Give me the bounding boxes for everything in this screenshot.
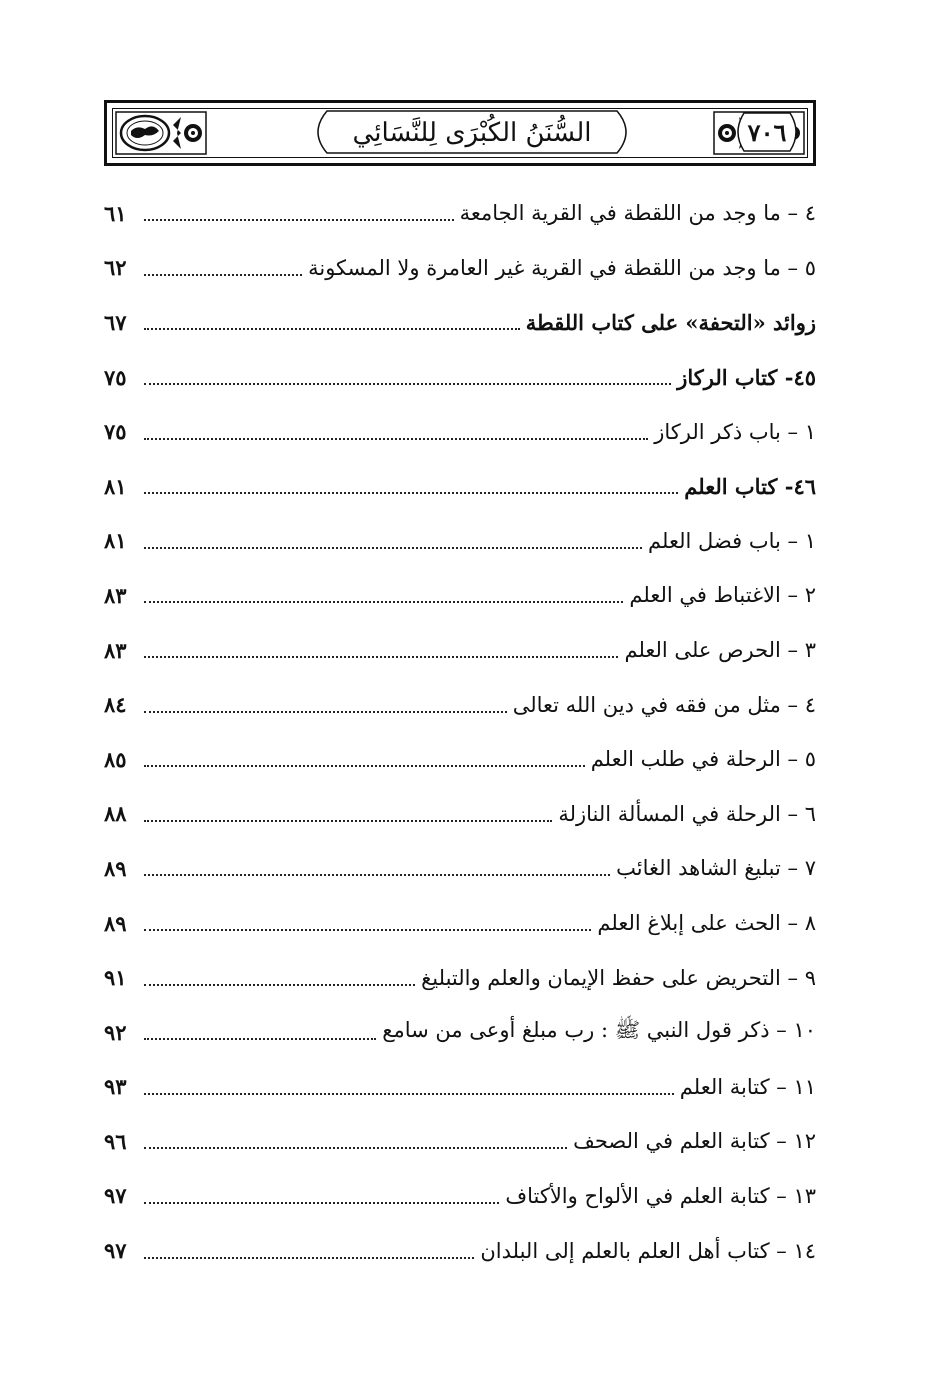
dot-leader: [144, 383, 671, 385]
toc-entry-page: ٧٥: [104, 419, 127, 445]
toc-entry-title: ٥ – ما وجد من اللقطة في القرية غير العامرة ولا المسكونة: [308, 255, 816, 280]
toc-entry-page: ٨٣: [104, 637, 127, 663]
toc-entry: [104, 295, 816, 350]
toc-entry: [104, 896, 816, 951]
toc-entry: [104, 404, 816, 459]
toc-entry-title: ٨ – الحث على إبلاغ العلم: [597, 911, 816, 936]
toc-entry-page: ٩٣: [104, 1074, 127, 1100]
toc-entry-title: ١١ – كتابة العلم: [679, 1074, 816, 1099]
toc-entry-page: ٩٢: [104, 1019, 127, 1045]
dot-leader: [144, 328, 520, 330]
toc-entry: [104, 677, 816, 732]
toc-entry: [104, 514, 816, 569]
toc-entry-page: ٧٥: [104, 364, 127, 390]
toc-entry-title: ٣ – الحرص على العلم: [624, 638, 816, 663]
toc-entry: [104, 787, 816, 842]
toc-entry-title: ٤٥- كتاب الركاز: [677, 364, 816, 390]
toc-entry: [104, 623, 816, 678]
toc-entry-title: ١ – باب فضل العلم: [648, 528, 816, 553]
dot-leader: [144, 1038, 376, 1040]
page-header: [104, 100, 816, 166]
title-cartouche-icon: [307, 109, 637, 155]
toc-entry-page: ٨٤: [104, 692, 127, 718]
dot-leader: [144, 874, 610, 876]
toc-entry-page: ٦٧: [104, 309, 127, 335]
dot-leader: [144, 765, 585, 767]
ornament-left-icon: [115, 111, 207, 155]
toc-entry: [104, 1060, 816, 1115]
dot-leader: [144, 547, 642, 549]
toc-entry-page: ٨١: [104, 528, 127, 554]
toc-entry: [104, 950, 816, 1005]
toc-entry-page: ٦٢: [104, 255, 127, 281]
toc-entry-page: ٨٩: [104, 855, 127, 881]
toc-entry: [104, 841, 816, 896]
dot-leader: [144, 274, 302, 276]
toc-entry: [104, 459, 816, 514]
toc-entry-page: ٨٩: [104, 910, 127, 936]
page-number: ٧٠٦: [747, 117, 787, 147]
dot-leader: [144, 1093, 674, 1095]
toc-entry-page: ٦١: [104, 200, 127, 226]
page-number-cartouche-icon: [732, 111, 802, 153]
toc-entry-page: ٩٧: [104, 1238, 127, 1264]
dot-leader: [144, 984, 415, 986]
dot-leader: [144, 1202, 499, 1204]
dot-leader: [144, 438, 648, 440]
toc-entry: [104, 732, 816, 787]
toc-entry: [104, 186, 816, 241]
toc-entry-page: ٩٦: [104, 1128, 127, 1154]
toc-entry: [104, 568, 816, 623]
book-title: السُّنَنُ الكُبْرَى لِلنَّسَائِي: [352, 118, 592, 148]
dot-leader: [144, 219, 454, 221]
toc-entry-title: ٥ – الرحلة في طلب العلم: [590, 747, 816, 772]
dot-leader: [144, 601, 623, 603]
toc-entry-title: ٩ – التحريض على حفظ الإيمان والعلم والتبليغ: [421, 965, 816, 990]
dot-leader: [144, 711, 507, 713]
toc-entry-title: ٤٦- كتاب العلم: [684, 473, 816, 499]
toc-entry: [104, 241, 816, 296]
toc-entry-title: ٦ – الرحلة في المسألة النازلة: [558, 801, 816, 826]
toc-entry-title: زوائد «التحفة» على كتاب اللقطة: [525, 309, 816, 335]
dot-leader: [144, 1147, 567, 1149]
ornament-right-icon: [713, 111, 805, 155]
toc-entry: [104, 1223, 816, 1278]
toc-entry: [104, 1169, 816, 1224]
dot-leader: [144, 656, 618, 658]
toc-entry-title: ١٠ – ذكر قول النبي ﷺ : رب مبلغ أوعى من سامع: [382, 1017, 816, 1042]
dot-leader: [144, 820, 552, 822]
toc-entry-title: ٤ – ما وجد من اللقطة في القرية الجامعة: [459, 201, 816, 226]
toc-entry: [104, 1114, 816, 1169]
toc-entry-page: ٨٥: [104, 746, 127, 772]
toc-entry-page: ٩٧: [104, 1183, 127, 1209]
toc-entry-title: ٢ – الاغتباط في العلم: [629, 583, 816, 608]
toc-entry-page: ٨٣: [104, 582, 127, 608]
table-of-contents: [104, 186, 816, 1278]
toc-entry: [104, 350, 816, 405]
toc-entry-page: ٩١: [104, 965, 127, 991]
toc-entry-title: ٤ – مثل من فقه في دين الله تعالى: [512, 692, 816, 717]
toc-entry-title: ١٢ – كتابة العلم في الصحف: [573, 1129, 816, 1154]
toc-entry-page: ٨١: [104, 473, 127, 499]
dot-leader: [144, 492, 678, 494]
toc-entry-title: ٧ – تبليغ الشاهد الغائب: [616, 856, 816, 881]
toc-entry-title: ١٣ – كتابة العلم في الألواح والأكتاف: [505, 1183, 816, 1208]
toc-entry: [104, 1005, 816, 1060]
toc-entry-title: ١٤ – كتاب أهل العلم بالعلم إلى البلدان: [480, 1238, 816, 1263]
toc-entry-title: ١ – باب ذكر الركاز: [654, 419, 816, 444]
toc-entry-page: ٨٨: [104, 801, 127, 827]
dot-leader: [144, 1257, 474, 1259]
dot-leader: [144, 929, 591, 931]
